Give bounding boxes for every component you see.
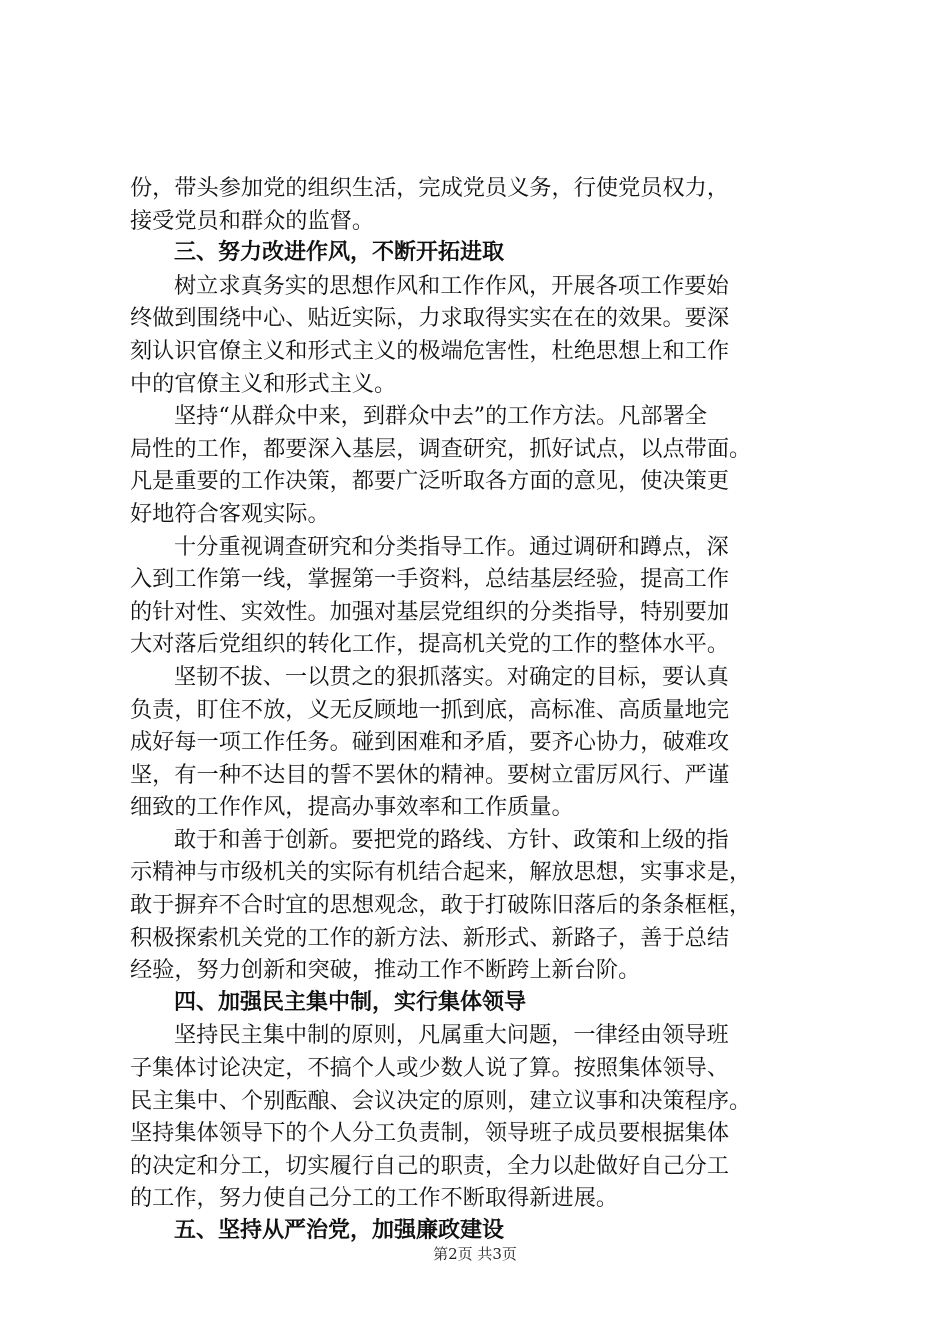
paragraph-line: 敢于摒弃不合时宜的思想观念，敢于打破陈旧落后的条条框框， xyxy=(130,892,752,919)
paragraph-line: 好地符合客观实际。 xyxy=(130,500,330,527)
paragraph-line: 的决定和分工，切实履行自己的职责，全力以赴做好自己分工 xyxy=(130,1152,730,1179)
section-heading: 五、坚持从严治党，加强廉政建设 xyxy=(174,1218,505,1243)
paragraph-line: 成好每一项工作任务。碰到困难和矛盾，要齐心协力，破难攻 xyxy=(130,729,730,756)
paragraph-line: 坚持“从群众中来，到群众中去”的工作方法。凡部署全 xyxy=(174,403,707,430)
section-heading: 三、努力改进作风，不断开拓进取 xyxy=(174,240,505,266)
paragraph-line: 经验，努力创新和突破，推动工作不断跨上新台阶。 xyxy=(130,957,641,984)
paragraph-line: 子集体讨论决定，不搞个人或少数人说了算。按照集体领导、 xyxy=(130,1055,730,1082)
paragraph-line: 积极探索机关党的工作的新方法、新形式、新路子，善于总结 xyxy=(130,924,730,951)
paragraph-line: 细致的工作作风，提高办事效率和工作质量。 xyxy=(130,794,574,821)
page-footer: 第2页 共3页 xyxy=(433,1245,517,1263)
paragraph-line: 终做到围绕中心、贴近实际，力求取得实实在在的效果。要深 xyxy=(130,305,730,332)
paragraph-line: 民主集中、个别酝酿、会议决定的原则，建立议事和决策程序。 xyxy=(130,1087,752,1114)
paragraph-line: 坚持民主集中制的原则，凡属重大问题，一律经由领导班 xyxy=(174,1022,729,1049)
paragraph-line: 接受党员和群众的监督。 xyxy=(130,207,375,234)
paragraph-line: 敢于和善于创新。要把党的路线、方针、政策和上级的指 xyxy=(174,826,729,853)
paragraph-line: 树立求真务实的思想作风和工作作风，开展各项工作要始 xyxy=(174,272,729,299)
paragraph-line: 中的官僚主义和形式主义。 xyxy=(130,370,397,397)
paragraph-line: 负责，盯住不放，义无反顾地一抓到底，高标准、高质量地完 xyxy=(130,696,730,723)
paragraph-line: 的工作，努力使自己分工的工作不断取得新进展。 xyxy=(130,1185,619,1212)
paragraph-line: 刻认识官僚主义和形式主义的极端危害性，杜绝思想上和工作 xyxy=(130,337,730,364)
paragraph-line: 示精神与市级机关的实际有机结合起来，解放思想，实事求是， xyxy=(130,859,752,886)
paragraph-line: 入到工作第一线，掌握第一手资料，总结基层经验，提高工作 xyxy=(130,566,730,593)
paragraph-line: 大对落后党组织的转化工作，提高机关党的工作的整体水平。 xyxy=(130,631,730,658)
paragraph-line: 坚持集体领导下的个人分工负责制，领导班子成员要根据集体 xyxy=(130,1120,730,1147)
paragraph-line: 凡是重要的工作决策，都要广泛听取各方面的意见，使决策更 xyxy=(130,468,730,495)
paragraph-line: 的针对性、实效性。加强对基层党组织的分类指导，特别要加 xyxy=(130,598,730,625)
paragraph-line: 坚，有一种不达目的誓不罢休的精神。要树立雷厉风行、严谨 xyxy=(130,761,730,788)
section-heading: 四、加强民主集中制，实行集体领导 xyxy=(174,989,527,1015)
paragraph-line: 十分重视调查研究和分类指导工作。通过调研和蹲点，深 xyxy=(174,533,729,560)
paragraph-line: 局性的工作，都要深入基层，调查研究，抓好试点，以点带面。 xyxy=(130,435,752,462)
document-body xyxy=(130,172,830,1248)
paragraph-line: 份，带头参加党的组织生活，完成党员义务，行使党员权力， xyxy=(130,175,730,201)
paragraph-line: 坚韧不拔、一以贯之的狠抓落实。对确定的目标，要认真 xyxy=(174,663,729,690)
